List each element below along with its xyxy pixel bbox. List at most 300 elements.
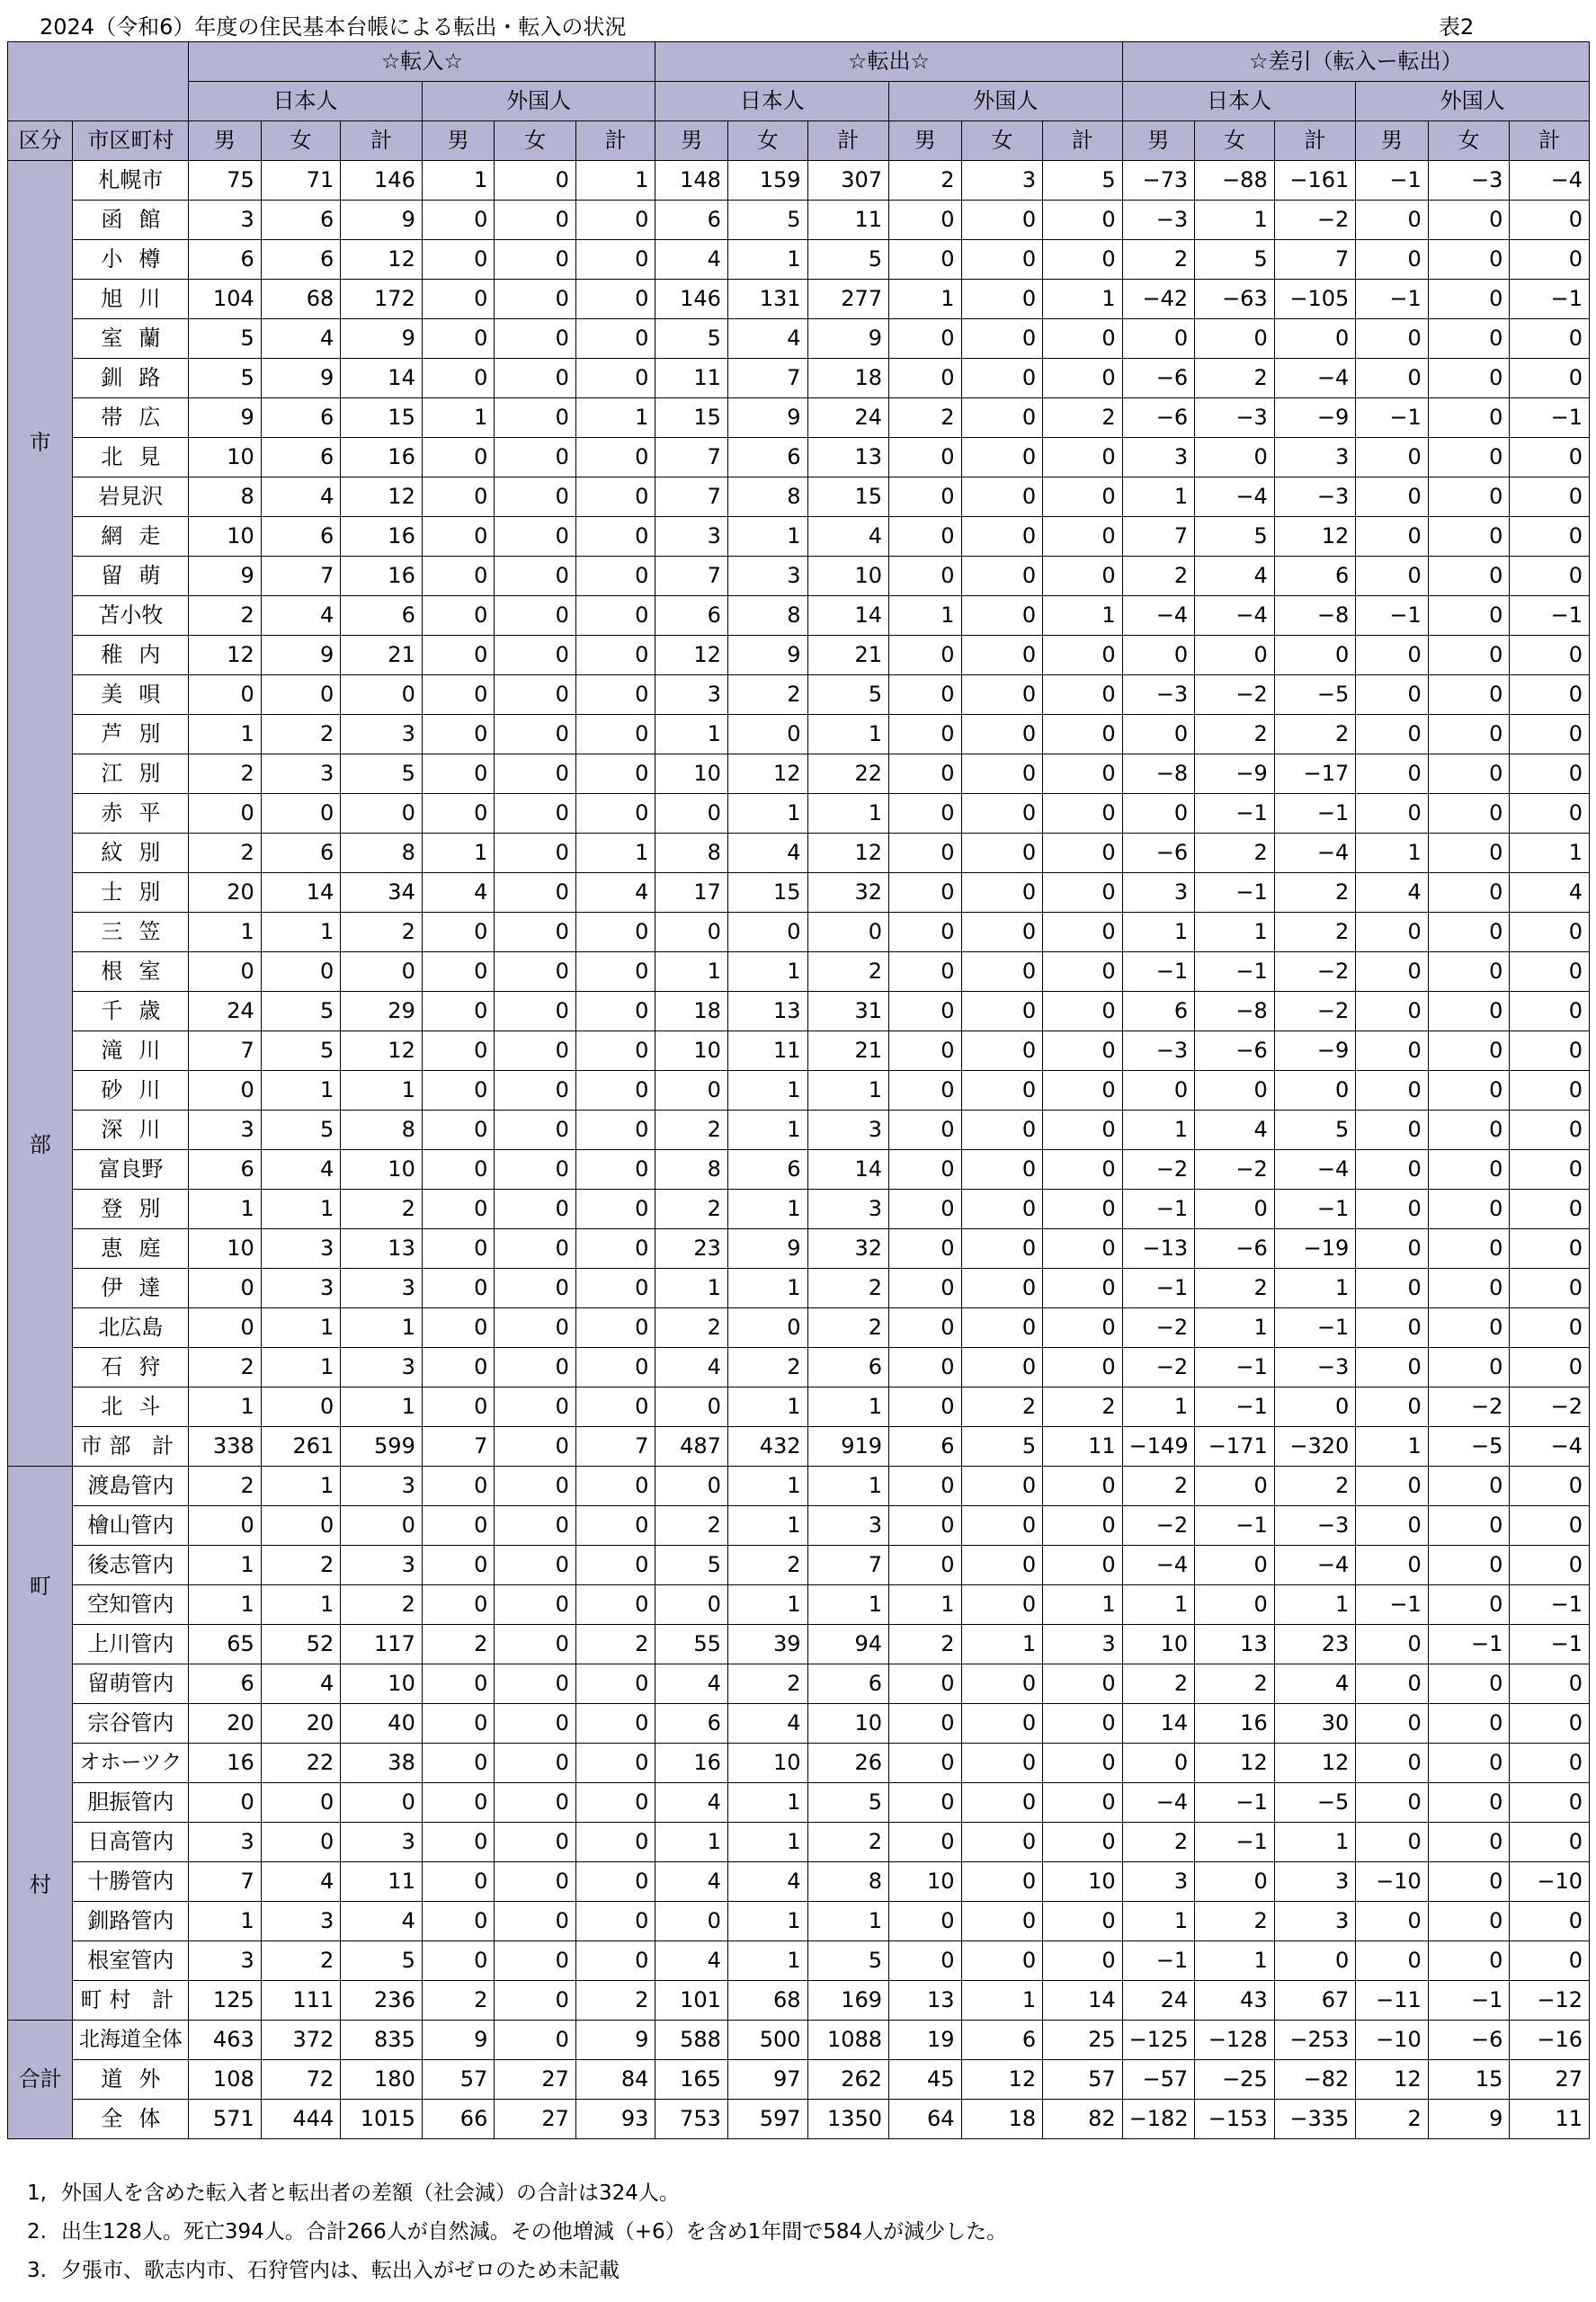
value-cell: 0 (961, 715, 1043, 754)
value-cell: 1 (575, 834, 655, 873)
value-cell: 7 (1122, 517, 1195, 557)
value-cell: 0 (889, 952, 962, 992)
value-cell: 6 (807, 1664, 889, 1704)
value-cell: 0 (575, 1348, 655, 1387)
value-cell: 0 (889, 1190, 962, 1229)
value-cell: 0 (1043, 1190, 1123, 1229)
value-cell: 0 (1510, 1744, 1590, 1783)
value-cell: 0 (1356, 319, 1429, 359)
value-cell: 0 (1043, 359, 1123, 398)
note-text: 外国人を含めた転入者と転出者の差額（社会減）の合計は324人。 (61, 2182, 680, 2205)
value-cell: 0 (1043, 1664, 1123, 1704)
value-cell: 0 (189, 1269, 262, 1308)
value-cell: 8 (189, 477, 262, 517)
value-cell: 6 (727, 438, 807, 477)
value-cell: 0 (961, 517, 1043, 557)
value-cell: 0 (261, 794, 341, 834)
value-cell: −4 (1195, 477, 1275, 517)
value-cell: 0 (961, 1071, 1043, 1111)
value-cell: 1 (1274, 1823, 1356, 1862)
value-cell: 0 (341, 952, 423, 992)
header-group-diff: ☆差引（転入ー転出） (1122, 42, 1589, 82)
value-cell: 7 (727, 359, 807, 398)
value-cell: −4 (1510, 1427, 1590, 1467)
value-cell: 0 (495, 754, 576, 794)
value-cell: 0 (1428, 517, 1510, 557)
value-cell: 3 (261, 754, 341, 794)
value-cell: 17 (655, 873, 728, 913)
value-cell: 2 (727, 1348, 807, 1387)
municipality-name: 市部 計 (73, 1427, 189, 1467)
value-cell: 2 (807, 952, 889, 992)
value-cell: 0 (1510, 1664, 1590, 1704)
header-foreign: 外国人 (422, 82, 655, 121)
value-cell: 101 (655, 1981, 728, 2021)
value-cell: 0 (1510, 1348, 1590, 1387)
value-cell: 0 (1428, 1348, 1510, 1387)
value-cell: 0 (1510, 1031, 1590, 1071)
value-cell: 7 (575, 1427, 655, 1467)
value-cell: 148 (655, 161, 728, 201)
value-cell: −1 (1356, 398, 1429, 438)
value-cell: 10 (189, 438, 262, 477)
value-cell: 0 (1510, 794, 1590, 834)
value-cell: 169 (807, 1981, 889, 2021)
table-row (8, 398, 1590, 438)
value-cell: −1 (1122, 952, 1195, 992)
value-cell: −1 (1195, 794, 1275, 834)
value-cell: −1 (1195, 1387, 1275, 1427)
value-cell: 2 (1274, 873, 1356, 913)
value-cell: 5 (1195, 240, 1275, 280)
value-cell: 0 (422, 1467, 495, 1506)
value-cell: 0 (1195, 1546, 1275, 1585)
value-cell: 1 (655, 1823, 728, 1862)
value-cell: 0 (655, 1585, 728, 1625)
value-cell: 11 (807, 201, 889, 240)
value-cell: 0 (1428, 240, 1510, 280)
value-cell: 3 (189, 1111, 262, 1150)
value-cell: 500 (727, 2021, 807, 2060)
table-row (8, 1625, 1590, 1664)
value-cell: 5 (807, 1783, 889, 1823)
municipality-name: 小樽 (73, 240, 189, 280)
value-cell: 4 (261, 1862, 341, 1902)
value-cell: 1 (1356, 1427, 1429, 1467)
value-cell: −1 (1195, 1348, 1275, 1387)
value-cell: 0 (1356, 794, 1429, 834)
table-row (8, 2021, 1590, 2060)
value-cell: 0 (1428, 557, 1510, 596)
header-male: 男 (1356, 121, 1429, 161)
value-cell: 2 (575, 1981, 655, 2021)
value-cell: −88 (1195, 161, 1275, 201)
value-cell: 3 (1122, 438, 1195, 477)
value-cell: 0 (575, 1308, 655, 1348)
value-cell: 2 (261, 1546, 341, 1585)
value-cell: 588 (655, 2021, 728, 2060)
value-cell: 0 (575, 1467, 655, 1506)
value-cell: 444 (261, 2100, 341, 2139)
value-cell: 11 (655, 359, 728, 398)
value-cell: 1 (189, 1190, 262, 1229)
value-cell: 0 (495, 1664, 576, 1704)
value-cell: 4 (655, 1862, 728, 1902)
value-cell: 72 (261, 2060, 341, 2100)
value-cell: 3 (341, 1467, 423, 1506)
value-cell: −3 (1428, 161, 1510, 201)
value-cell: 0 (961, 438, 1043, 477)
value-cell: 2 (727, 1546, 807, 1585)
value-cell: 0 (889, 1229, 962, 1269)
value-cell: 10 (341, 1150, 423, 1190)
value-cell: 0 (889, 240, 962, 280)
value-cell: 2 (1274, 715, 1356, 754)
value-cell: −3 (1274, 1348, 1356, 1387)
value-cell: 3 (1122, 1862, 1195, 1902)
value-cell: 68 (727, 1981, 807, 2021)
value-cell: 8 (727, 477, 807, 517)
header-male: 男 (189, 121, 262, 161)
value-cell: −4 (1274, 834, 1356, 873)
header-female: 女 (1428, 121, 1510, 161)
header-japanese: 日本人 (189, 82, 423, 121)
value-cell: 3 (189, 1941, 262, 1981)
header-male: 男 (655, 121, 728, 161)
value-cell: 0 (1428, 675, 1510, 715)
value-cell: 0 (422, 1229, 495, 1269)
value-cell: 2 (655, 1506, 728, 1546)
value-cell: 0 (961, 754, 1043, 794)
value-cell: 5 (341, 754, 423, 794)
value-cell: 0 (961, 1190, 1043, 1229)
value-cell: 2 (655, 1190, 728, 1229)
value-cell: −2 (1274, 992, 1356, 1031)
value-cell: 3 (1274, 438, 1356, 477)
table-row (8, 754, 1590, 794)
value-cell: 0 (961, 1031, 1043, 1071)
value-cell: 432 (727, 1427, 807, 1467)
value-cell: 372 (261, 2021, 341, 2060)
municipality-name: 江別 (73, 754, 189, 794)
value-cell: 0 (1510, 1506, 1590, 1546)
value-cell: 0 (889, 1902, 962, 1941)
value-cell: 0 (495, 992, 576, 1031)
value-cell: −57 (1122, 2060, 1195, 2100)
value-cell: 21 (341, 636, 423, 675)
note-number: 1, (27, 2182, 47, 2205)
value-cell: 0 (575, 280, 655, 319)
value-cell: 1 (807, 715, 889, 754)
value-cell: 0 (261, 1783, 341, 1823)
value-cell: 0 (961, 675, 1043, 715)
value-cell: 11 (1043, 1427, 1123, 1467)
value-cell: 1 (727, 1506, 807, 1546)
value-cell: 1 (189, 715, 262, 754)
value-cell: 0 (1510, 1190, 1590, 1229)
value-cell: 6 (1122, 992, 1195, 1031)
value-cell: 9 (189, 398, 262, 438)
value-cell: 1 (189, 913, 262, 952)
value-cell: 0 (1356, 715, 1429, 754)
value-cell: −8 (1195, 992, 1275, 1031)
value-cell: 0 (1274, 1387, 1356, 1427)
value-cell: 15 (807, 477, 889, 517)
municipality-name: 根室管内 (73, 1941, 189, 1981)
value-cell: 0 (1043, 1348, 1123, 1387)
value-cell: 0 (495, 873, 576, 913)
value-cell: 0 (961, 1744, 1043, 1783)
value-cell: 0 (422, 992, 495, 1031)
value-cell: −335 (1274, 2100, 1356, 2139)
value-cell: −4 (1510, 161, 1590, 201)
value-cell: 0 (1043, 1071, 1123, 1111)
value-cell: 0 (1428, 1546, 1510, 1585)
value-cell: 0 (1356, 359, 1429, 398)
value-cell: 0 (1428, 834, 1510, 873)
value-cell: 0 (889, 1546, 962, 1585)
value-cell: 2 (1043, 398, 1123, 438)
value-cell: 1 (807, 1387, 889, 1427)
value-cell: 1 (655, 1269, 728, 1308)
value-cell: 4 (261, 1664, 341, 1704)
value-cell: 0 (889, 1071, 962, 1111)
value-cell: 571 (189, 2100, 262, 2139)
header-female: 女 (261, 121, 341, 161)
value-cell: 4 (807, 517, 889, 557)
value-cell: 0 (1428, 1031, 1510, 1071)
value-cell: 1 (341, 1071, 423, 1111)
value-cell: 0 (961, 201, 1043, 240)
value-cell: 0 (1356, 952, 1429, 992)
value-cell: −4 (1122, 1783, 1195, 1823)
value-cell: 0 (495, 913, 576, 952)
value-cell: 0 (1356, 477, 1429, 517)
value-cell: 0 (1510, 1071, 1590, 1111)
value-cell: 1 (889, 280, 962, 319)
value-cell: 0 (1510, 201, 1590, 240)
value-cell: −3 (1122, 201, 1195, 240)
value-cell: −2 (1122, 1506, 1195, 1546)
table-row (8, 359, 1590, 398)
value-cell: −9 (1274, 1031, 1356, 1071)
value-cell: 0 (1428, 952, 1510, 992)
value-cell: 0 (189, 1308, 262, 1348)
municipality-name: 赤平 (73, 794, 189, 834)
header-group-out: ☆転出☆ (655, 42, 1122, 82)
value-cell: 0 (1428, 359, 1510, 398)
value-cell: 18 (655, 992, 728, 1031)
value-cell: 0 (889, 1111, 962, 1150)
value-cell: 0 (1043, 873, 1123, 913)
value-cell: 5 (261, 1111, 341, 1150)
value-cell: −63 (1195, 280, 1275, 319)
value-cell: 7 (655, 477, 728, 517)
value-cell: 0 (495, 1229, 576, 1269)
value-cell: −2 (1428, 1387, 1510, 1427)
value-cell: 0 (575, 477, 655, 517)
value-cell: 0 (1510, 636, 1590, 675)
value-cell: 3 (189, 201, 262, 240)
value-cell: 0 (495, 398, 576, 438)
table-row (8, 1585, 1590, 1625)
value-cell: 6 (807, 1348, 889, 1387)
value-cell: 2 (1122, 1823, 1195, 1862)
value-cell: 165 (655, 2060, 728, 2100)
value-cell: 11 (727, 1031, 807, 1071)
value-cell: 180 (341, 2060, 423, 2100)
value-cell: 97 (727, 2060, 807, 2100)
value-cell: 2 (889, 398, 962, 438)
value-cell: 1 (1274, 1585, 1356, 1625)
value-cell: 0 (961, 1704, 1043, 1744)
value-cell: 0 (575, 1031, 655, 1071)
value-cell: 0 (495, 1744, 576, 1783)
value-cell: 1 (341, 1387, 423, 1427)
value-cell: 1 (575, 398, 655, 438)
value-cell: 0 (889, 1150, 962, 1190)
value-cell: 5 (807, 240, 889, 280)
value-cell: −9 (1274, 398, 1356, 438)
value-cell: 9 (261, 636, 341, 675)
value-cell: 4 (727, 1704, 807, 1744)
value-cell: 131 (727, 280, 807, 319)
value-cell: 0 (1356, 1902, 1429, 1941)
value-cell: 1 (261, 1071, 341, 1111)
value-cell: 2 (1043, 1387, 1123, 1427)
value-cell: 84 (575, 2060, 655, 2100)
value-cell: 0 (261, 1387, 341, 1427)
value-cell: −1 (1122, 1190, 1195, 1229)
value-cell: 0 (189, 1071, 262, 1111)
value-cell: 0 (1356, 240, 1429, 280)
value-cell: 12 (1195, 1744, 1275, 1783)
value-cell: 0 (1510, 1229, 1590, 1269)
table-row (8, 1229, 1590, 1269)
value-cell: 9 (422, 2021, 495, 2060)
value-cell: 0 (495, 477, 576, 517)
value-cell: 68 (261, 280, 341, 319)
value-cell: −1 (1195, 1506, 1275, 1546)
value-cell: 0 (889, 1783, 962, 1823)
value-cell: 0 (889, 913, 962, 952)
notes (27, 2174, 1007, 2290)
value-cell: 0 (1428, 992, 1510, 1031)
value-cell: 0 (1356, 1823, 1429, 1862)
value-cell: 1 (807, 1071, 889, 1111)
value-cell: 9 (807, 319, 889, 359)
value-cell: 0 (422, 1546, 495, 1585)
value-cell: 0 (889, 873, 962, 913)
value-cell: 0 (961, 280, 1043, 319)
value-cell: 0 (422, 1506, 495, 1546)
value-cell: 0 (1428, 280, 1510, 319)
value-cell: 0 (495, 1387, 576, 1427)
value-cell: 0 (1428, 715, 1510, 754)
value-cell: 0 (655, 794, 728, 834)
value-cell: 0 (422, 1387, 495, 1427)
value-cell: −19 (1274, 1229, 1356, 1269)
value-cell: 0 (961, 636, 1043, 675)
header-male: 男 (1122, 121, 1195, 161)
table-row (8, 2060, 1590, 2100)
value-cell: −5 (1428, 1427, 1510, 1467)
value-cell: −1 (1274, 1190, 1356, 1229)
category-cell (8, 1467, 73, 2021)
value-cell: 0 (495, 1308, 576, 1348)
value-cell: 13 (1195, 1625, 1275, 1664)
category-label: 町 (29, 1574, 51, 1600)
value-cell: 2 (889, 161, 962, 201)
header-female: 女 (1195, 121, 1275, 161)
value-cell: 8 (341, 834, 423, 873)
value-cell: −171 (1195, 1427, 1275, 1467)
municipality-name: 留萌 (73, 557, 189, 596)
value-cell: 0 (1356, 517, 1429, 557)
value-cell: 3 (261, 1902, 341, 1941)
value-cell: 0 (422, 1111, 495, 1150)
value-cell: 1 (1122, 1902, 1195, 1941)
value-cell: 0 (422, 359, 495, 398)
value-cell: 338 (189, 1427, 262, 1467)
value-cell: 1 (1510, 834, 1590, 873)
value-cell: 16 (341, 517, 423, 557)
value-cell: 0 (1510, 1783, 1590, 1823)
value-cell: 0 (495, 280, 576, 319)
value-cell: 0 (422, 517, 495, 557)
value-cell: 2 (341, 1585, 423, 1625)
value-cell: −320 (1274, 1427, 1356, 1467)
value-cell: 10 (807, 557, 889, 596)
value-cell: 71 (261, 161, 341, 201)
value-cell: 277 (807, 280, 889, 319)
value-cell: 1 (189, 1585, 262, 1625)
value-cell: 6 (1274, 557, 1356, 596)
value-cell: 3 (807, 1506, 889, 1546)
value-cell: −4 (1274, 1150, 1356, 1190)
value-cell: 10 (341, 1664, 423, 1704)
value-cell: 1 (1043, 596, 1123, 636)
value-cell: 3 (341, 1269, 423, 1308)
table-row (8, 201, 1590, 240)
value-cell: 6 (341, 596, 423, 636)
value-cell: 0 (1428, 913, 1510, 952)
municipality-name: 士別 (73, 873, 189, 913)
value-cell: 0 (1043, 913, 1123, 952)
header-female: 女 (961, 121, 1043, 161)
value-cell: 0 (1274, 636, 1356, 675)
value-cell: −1 (1195, 952, 1275, 992)
table-row (8, 1190, 1590, 1229)
value-cell: 1 (1043, 280, 1123, 319)
value-cell: 0 (495, 201, 576, 240)
value-cell: −6 (1122, 359, 1195, 398)
value-cell: 0 (961, 1585, 1043, 1625)
value-cell: 0 (889, 1664, 962, 1704)
value-cell: 2 (1195, 1664, 1275, 1704)
value-cell: −6 (1122, 834, 1195, 873)
value-cell: 0 (422, 1664, 495, 1704)
value-cell: 6 (261, 398, 341, 438)
value-cell: 0 (1428, 754, 1510, 794)
value-cell: 0 (961, 596, 1043, 636)
value-cell: 0 (961, 240, 1043, 280)
municipality-name: 宗谷管内 (73, 1704, 189, 1744)
value-cell: 0 (727, 913, 807, 952)
value-cell: 0 (495, 1190, 576, 1229)
value-cell: −17 (1274, 754, 1356, 794)
municipality-name: 上川管内 (73, 1625, 189, 1664)
